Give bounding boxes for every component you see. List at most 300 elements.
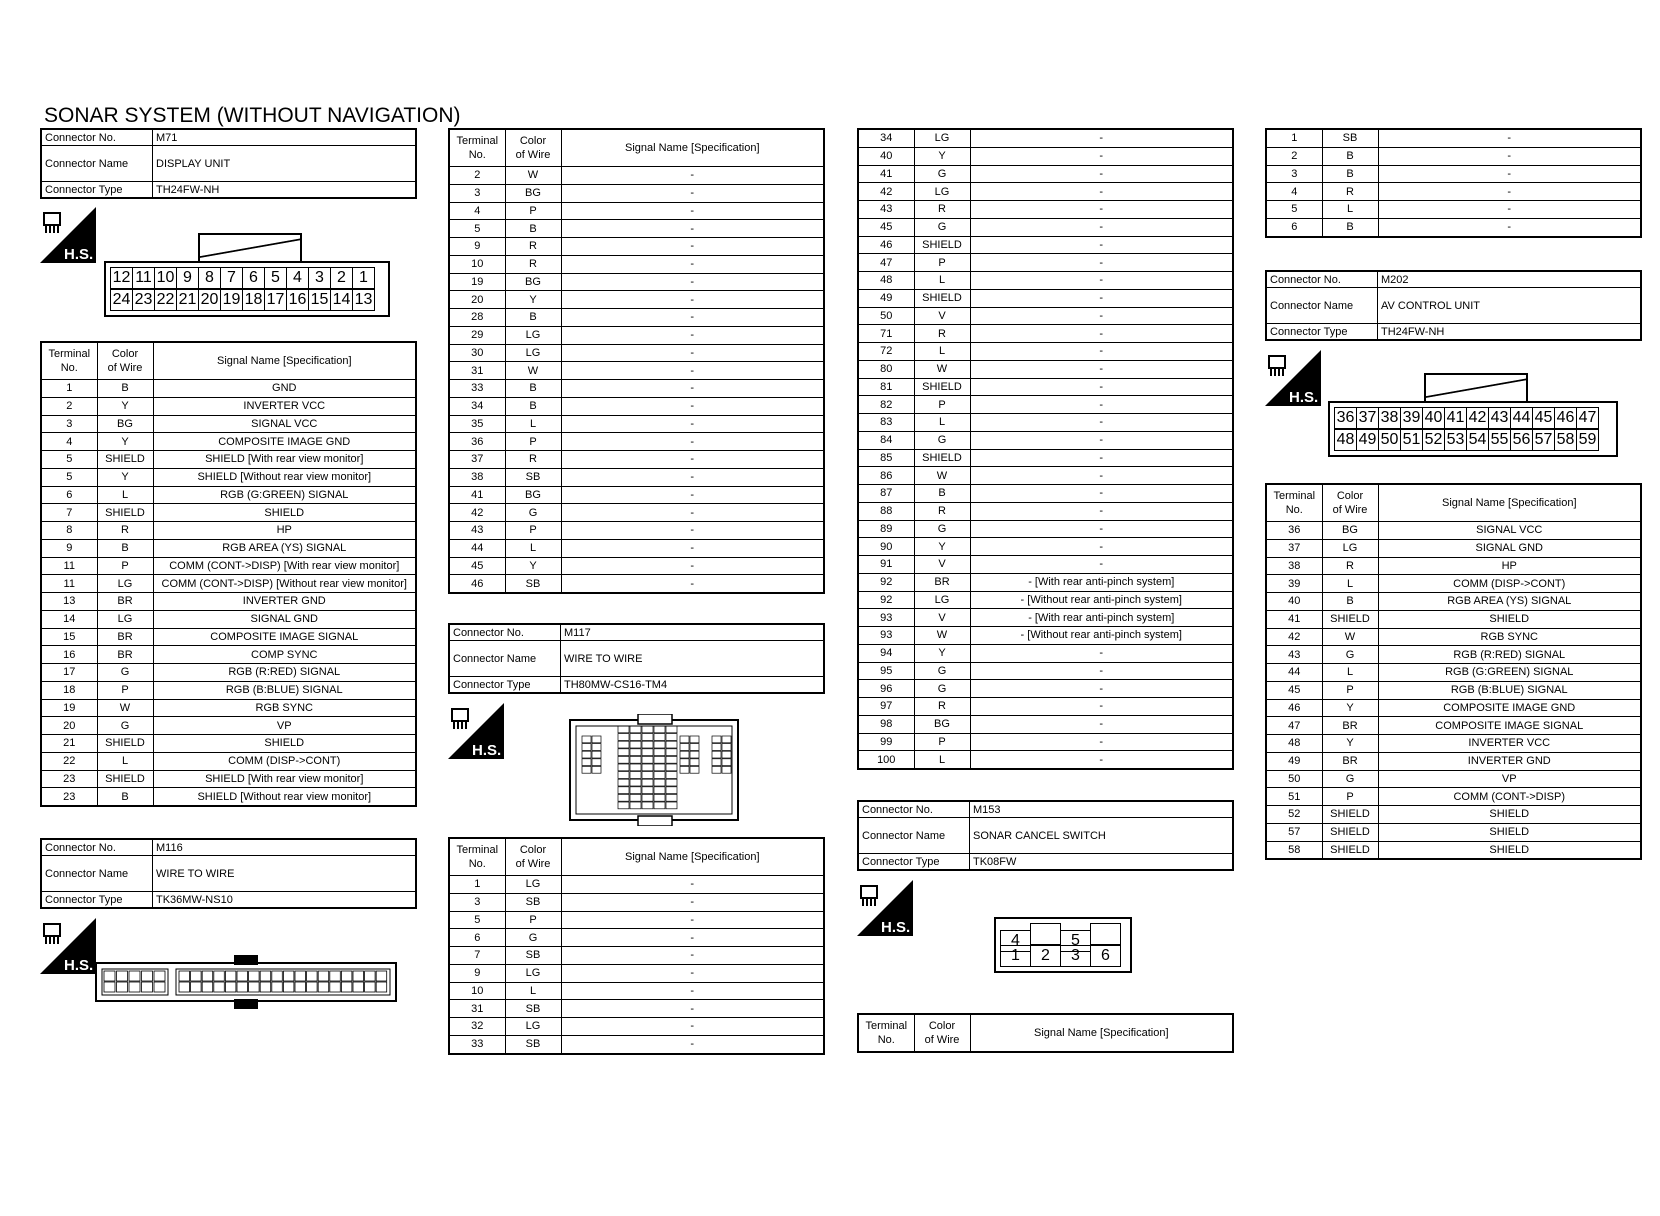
terminal-no: 10	[449, 982, 505, 1000]
wire-color: BG	[97, 415, 153, 433]
wire-color: B	[97, 788, 153, 806]
table-row	[41, 646, 416, 664]
connector-pin: 5	[264, 267, 287, 289]
terminal-no: 100	[858, 751, 914, 769]
wire-color: G	[1322, 646, 1378, 664]
wire-color: R	[914, 201, 970, 219]
signal-name: RGB (B:BLUE) SIGNAL	[1378, 681, 1641, 699]
wire-color: P	[505, 911, 561, 929]
wire-color: SB	[505, 893, 561, 911]
wire-color: SHIELD	[97, 770, 153, 788]
col-color	[505, 129, 561, 167]
wire-color: LG	[505, 964, 561, 982]
signal-name: -	[561, 184, 824, 202]
signal-name: -	[970, 414, 1233, 432]
table-row	[858, 573, 1233, 591]
connector-pin: 7	[220, 267, 243, 289]
terminal-no: 5	[449, 220, 505, 238]
signal-name: GND	[153, 380, 416, 398]
connector-pin: 38	[1378, 407, 1401, 429]
table-row	[1266, 557, 1641, 575]
harness-side-icon	[448, 703, 504, 759]
table-row	[449, 539, 824, 557]
m153-connector-face	[994, 917, 1132, 973]
signal-name: -	[970, 698, 1233, 716]
table-row	[41, 770, 416, 788]
terminal-no: 88	[858, 502, 914, 520]
table-row	[449, 397, 824, 415]
label: Connector Name	[41, 146, 153, 182]
pin-grid	[104, 261, 390, 317]
pin-grid	[1328, 401, 1618, 457]
terminal-no: 58	[1266, 841, 1322, 859]
signal-name: -	[561, 238, 824, 256]
header-no: No.	[468, 149, 486, 161]
signal-name: SHIELD [Without rear view monitor]	[153, 468, 416, 486]
table-row	[41, 593, 416, 611]
signal-name: -	[970, 289, 1233, 307]
connector-pin: 6	[242, 267, 265, 289]
wire-color: Y	[914, 538, 970, 556]
header-no: No.	[1285, 504, 1303, 516]
signal-name: RGB AREA (YS) SIGNAL	[1378, 593, 1641, 611]
col-signal: Signal Name [Specification]	[1378, 484, 1641, 522]
label: Connector No.	[858, 801, 970, 818]
table-row	[858, 147, 1233, 165]
signal-name: -	[561, 397, 824, 415]
connector-pin: 17	[264, 289, 287, 311]
table-row	[449, 238, 824, 256]
terminal-no: 36	[449, 433, 505, 451]
pin-row-top	[1334, 407, 1612, 429]
wire-color: W	[914, 467, 970, 485]
terminal-no: 1	[41, 380, 97, 398]
signal-name: -	[970, 201, 1233, 219]
wire-color: SHIELD	[914, 289, 970, 307]
header-color: Color	[519, 844, 547, 856]
col-signal: Signal Name [Specification]	[561, 838, 824, 876]
table-row	[449, 486, 824, 504]
terminal-no: 37	[449, 451, 505, 469]
table-row	[858, 698, 1233, 716]
connector-latch	[198, 233, 302, 261]
signal-name: -	[970, 715, 1233, 733]
table-row	[1266, 735, 1641, 753]
wire-color: LG	[505, 1018, 561, 1036]
table-row	[1266, 628, 1641, 646]
wire-color: P	[97, 681, 153, 699]
connector-name: WIRE TO WIRE	[561, 641, 825, 677]
connector-pin: 11	[132, 267, 155, 289]
connector-pin: 4	[1000, 930, 1031, 952]
table-row	[858, 609, 1233, 627]
terminal-no: 50	[1266, 770, 1322, 788]
signal-name: -	[1378, 147, 1641, 165]
header-of-wire: of Wire	[924, 1034, 960, 1046]
wire-color: P	[1322, 681, 1378, 699]
table-row	[858, 733, 1233, 751]
terminal-no: 33	[449, 380, 505, 398]
wire-color: P	[97, 557, 153, 575]
connector-pin: 10	[154, 267, 177, 289]
label: Connector No.	[449, 624, 561, 641]
wire-color: L	[914, 272, 970, 290]
terminal-no: 93	[858, 609, 914, 627]
wire-color: P	[505, 522, 561, 540]
terminal-no: 9	[449, 964, 505, 982]
wire-color: L	[505, 982, 561, 1000]
signal-name: -	[561, 380, 824, 398]
table-row	[858, 644, 1233, 662]
table-row	[449, 255, 824, 273]
table-row	[449, 947, 824, 965]
wire-color: P	[914, 396, 970, 414]
table-row	[858, 591, 1233, 609]
connector-m71-info	[40, 128, 417, 199]
header-of-wire: of Wire	[1332, 504, 1368, 516]
signal-name: INVERTER VCC	[153, 397, 416, 415]
table-row	[1266, 165, 1641, 183]
connector-pin: 16	[286, 289, 309, 311]
wire-color: B	[505, 397, 561, 415]
terminal-no: 9	[41, 539, 97, 557]
terminal-no: 49	[858, 289, 914, 307]
signal-name: -	[561, 557, 824, 575]
signal-name: -	[561, 220, 824, 238]
label: Connector Type	[449, 677, 561, 694]
terminal-no: 2	[1266, 147, 1322, 165]
wire-color: LG	[97, 610, 153, 628]
connector-pin: 12	[110, 267, 133, 289]
signal-name: SIGNAL GND	[153, 610, 416, 628]
wire-color: SB	[1322, 129, 1378, 147]
table-row	[1266, 752, 1641, 770]
connector-pin: 51	[1400, 429, 1423, 451]
terminal-no: 5	[1266, 201, 1322, 219]
terminal-no: 82	[858, 396, 914, 414]
table-row	[449, 1000, 824, 1018]
connector-pin: 56	[1510, 429, 1533, 451]
table-row	[449, 273, 824, 291]
signal-name: -	[561, 504, 824, 522]
signal-name: -	[1378, 183, 1641, 201]
col-signal: Signal Name [Specification]	[153, 342, 416, 380]
wire-color: BG	[505, 273, 561, 291]
terminal-no: 3	[449, 893, 505, 911]
header-no: No.	[877, 1034, 895, 1046]
connector-pin: 55	[1488, 429, 1511, 451]
connector-pin: 54	[1466, 429, 1489, 451]
table-row	[41, 397, 416, 415]
connector-latch	[1424, 373, 1528, 401]
wire-color: SHIELD	[914, 449, 970, 467]
label: Connector Type	[1266, 324, 1378, 341]
terminal-no: 29	[449, 326, 505, 344]
signal-name: VP	[1378, 770, 1641, 788]
table-row	[858, 627, 1233, 645]
terminal-no: 40	[858, 147, 914, 165]
connector-pin: 24	[110, 289, 133, 311]
wire-color: L	[1322, 201, 1378, 219]
wire-color: LG	[914, 129, 970, 147]
signal-name: -	[970, 236, 1233, 254]
wire-color: L	[505, 539, 561, 557]
connector-type: TK08FW	[970, 854, 1234, 871]
wire-color: R	[505, 451, 561, 469]
signal-name: RGB SYNC	[1378, 628, 1641, 646]
connector-pin: 46	[1554, 407, 1577, 429]
signal-name: -	[970, 272, 1233, 290]
signal-name: -	[970, 502, 1233, 520]
header-terminal: Terminal	[865, 1020, 908, 1032]
wire-color: G	[914, 520, 970, 538]
connector-pin: 41	[1444, 407, 1467, 429]
terminal-no: 91	[858, 556, 914, 574]
pin-row-bottom	[1000, 945, 1126, 967]
wire-color: G	[914, 662, 970, 680]
signal-name: COMM (DISP->CONT)	[153, 752, 416, 770]
signal-name: -	[970, 644, 1233, 662]
wire-color: Y	[505, 557, 561, 575]
col-color	[1322, 484, 1378, 522]
wire-color: W	[505, 362, 561, 380]
label: Connector Name	[41, 856, 153, 892]
header-of-wire: of Wire	[107, 362, 143, 374]
table-row	[858, 467, 1233, 485]
label: Connector Type	[41, 892, 153, 909]
table-row	[1266, 201, 1641, 219]
signal-name: SIGNAL GND	[1378, 539, 1641, 557]
terminal-no: 81	[858, 378, 914, 396]
pin-row-top	[110, 267, 384, 289]
m202-connector-face	[1328, 373, 1618, 457]
col-signal: Signal Name [Specification]	[561, 129, 824, 167]
signal-name: -	[970, 129, 1233, 147]
hs-label: H.S.	[64, 246, 94, 263]
terminal-no: 47	[1266, 717, 1322, 735]
signal-name: HP	[153, 522, 416, 540]
table-row	[449, 557, 824, 575]
terminal-no: 7	[41, 504, 97, 522]
terminal-no: 15	[41, 628, 97, 646]
signal-name: -	[970, 449, 1233, 467]
signal-name: -	[561, 1018, 824, 1036]
table-row	[858, 218, 1233, 236]
terminal-no: 6	[449, 929, 505, 947]
terminal-no: 21	[41, 735, 97, 753]
terminal-no: 89	[858, 520, 914, 538]
connector-name: SONAR CANCEL SWITCH	[970, 818, 1234, 854]
signal-name: -	[970, 556, 1233, 574]
signal-name: -	[970, 378, 1233, 396]
signal-name: - [With rear anti-pinch system]	[970, 609, 1233, 627]
table-row	[858, 129, 1233, 147]
header-terminal: Terminal	[456, 844, 499, 856]
wire-color: B	[1322, 218, 1378, 236]
terminal-no: 92	[858, 573, 914, 591]
header-terminal: Terminal	[456, 135, 499, 147]
header-of-wire: of Wire	[515, 858, 551, 870]
connector-pin: 18	[242, 289, 265, 311]
wire-color: P	[505, 433, 561, 451]
signal-name: -	[561, 273, 824, 291]
wire-color: SHIELD	[1322, 806, 1378, 824]
terminal-no: 38	[1266, 557, 1322, 575]
connector-no: M153	[970, 801, 1234, 818]
signal-name: INVERTER GND	[153, 593, 416, 611]
terminal-no: 11	[41, 557, 97, 575]
wire-color: Y	[97, 433, 153, 451]
signal-name: SHIELD [With rear view monitor]	[153, 770, 416, 788]
signal-name: HP	[1378, 557, 1641, 575]
terminal-no: 90	[858, 538, 914, 556]
signal-name: - [Without rear anti-pinch system]	[970, 591, 1233, 609]
wire-color: SHIELD	[914, 236, 970, 254]
table-row	[1266, 147, 1641, 165]
signal-name: -	[561, 893, 824, 911]
terminal-no: 23	[41, 770, 97, 788]
wire-color: P	[914, 254, 970, 272]
connector-pin: 15	[308, 289, 331, 311]
table-row	[41, 539, 416, 557]
signal-name: -	[970, 431, 1233, 449]
terminal-no: 3	[449, 184, 505, 202]
terminal-no: 32	[449, 1018, 505, 1036]
signal-name: SHIELD	[1378, 841, 1641, 859]
wire-color: SB	[505, 947, 561, 965]
wire-color: G	[505, 504, 561, 522]
connector-m117-info	[448, 623, 825, 694]
wire-color: BG	[1322, 522, 1378, 540]
signal-name: -	[561, 167, 824, 185]
signal-name: RGB (B:BLUE) SIGNAL	[153, 681, 416, 699]
connector-pin: 2	[330, 267, 353, 289]
connector-pin: 57	[1532, 429, 1555, 451]
wire-color: BR	[97, 646, 153, 664]
col-terminal	[858, 1014, 914, 1052]
wire-color: P	[505, 202, 561, 220]
label: Connector No.	[41, 839, 153, 856]
terminal-no: 19	[41, 699, 97, 717]
m153-terminal-table	[1265, 128, 1642, 238]
wire-color: SHIELD	[97, 735, 153, 753]
table-row	[858, 520, 1233, 538]
terminal-no: 30	[449, 344, 505, 362]
terminal-no: 95	[858, 662, 914, 680]
table-row	[41, 735, 416, 753]
wire-color: R	[97, 522, 153, 540]
table-row	[449, 184, 824, 202]
signal-name: COMPOSITE IMAGE GND	[153, 433, 416, 451]
signal-name: -	[970, 733, 1233, 751]
wire-color: L	[97, 752, 153, 770]
terminal-no: 4	[449, 202, 505, 220]
table-row	[858, 414, 1233, 432]
table-row	[1266, 699, 1641, 717]
label: Connector Type	[858, 854, 970, 871]
wire-color: R	[505, 238, 561, 256]
terminal-no: 41	[858, 165, 914, 183]
table-row	[858, 751, 1233, 769]
connector-pin: 1	[1000, 945, 1031, 967]
label: Connector Type	[41, 182, 153, 199]
m117-terminal-table-a	[448, 837, 825, 1055]
table-row	[858, 485, 1233, 503]
terminal-no: 93	[858, 627, 914, 645]
signal-name: -	[1378, 218, 1641, 236]
pin-row-bottom	[110, 289, 384, 311]
signal-name: -	[561, 255, 824, 273]
wire-color: LG	[505, 326, 561, 344]
signal-name: -	[970, 183, 1233, 201]
terminal-no: 17	[41, 664, 97, 682]
terminal-no: 35	[449, 415, 505, 433]
signal-name: INVERTER VCC	[1378, 735, 1641, 753]
signal-name: SHIELD	[1378, 806, 1641, 824]
table-row	[449, 344, 824, 362]
connector-pin: 21	[176, 289, 199, 311]
col-terminal	[41, 342, 97, 380]
table-row	[1266, 593, 1641, 611]
connector-pin	[1090, 923, 1121, 945]
wire-color: R	[914, 325, 970, 343]
wire-color: G	[97, 717, 153, 735]
hs-label: H.S.	[472, 742, 502, 759]
wire-color: L	[505, 415, 561, 433]
col-color	[97, 342, 153, 380]
wire-color: Y	[97, 397, 153, 415]
wire-color: B	[505, 309, 561, 327]
terminal-no: 44	[449, 539, 505, 557]
connector-name: DISPLAY UNIT	[153, 146, 417, 182]
table-row	[858, 431, 1233, 449]
signal-name: SHIELD [With rear view monitor]	[153, 451, 416, 469]
signal-name: -	[561, 291, 824, 309]
col-terminal	[449, 838, 505, 876]
connector-type: TK36MW-NS10	[153, 892, 417, 909]
table-row	[41, 788, 416, 806]
label: Connector Name	[1266, 288, 1378, 324]
terminal-no: 19	[449, 273, 505, 291]
table-row	[1266, 788, 1641, 806]
signal-name: -	[561, 451, 824, 469]
wire-color: SB	[505, 468, 561, 486]
terminal-no: 34	[449, 397, 505, 415]
table-row	[449, 362, 824, 380]
terminal-no: 45	[858, 218, 914, 236]
table-row	[449, 1018, 824, 1036]
terminal-no: 23	[41, 788, 97, 806]
connector-pin: 4	[286, 267, 309, 289]
signal-name: -	[1378, 165, 1641, 183]
table-row	[41, 575, 416, 593]
connector-m116-info	[40, 838, 417, 909]
connector-pin: 53	[1444, 429, 1467, 451]
connector-pin: 37	[1356, 407, 1379, 429]
signal-name: -	[561, 326, 824, 344]
terminal-no: 43	[449, 522, 505, 540]
table-row	[449, 982, 824, 1000]
signal-name: -	[561, 362, 824, 380]
terminal-no: 86	[858, 467, 914, 485]
table-row	[41, 681, 416, 699]
wire-color: BR	[97, 628, 153, 646]
header-color: Color	[111, 348, 139, 360]
terminal-no: 42	[449, 504, 505, 522]
table-row	[858, 378, 1233, 396]
connector-pin: 9	[176, 267, 199, 289]
signal-name: - [Without rear anti-pinch system]	[970, 627, 1233, 645]
